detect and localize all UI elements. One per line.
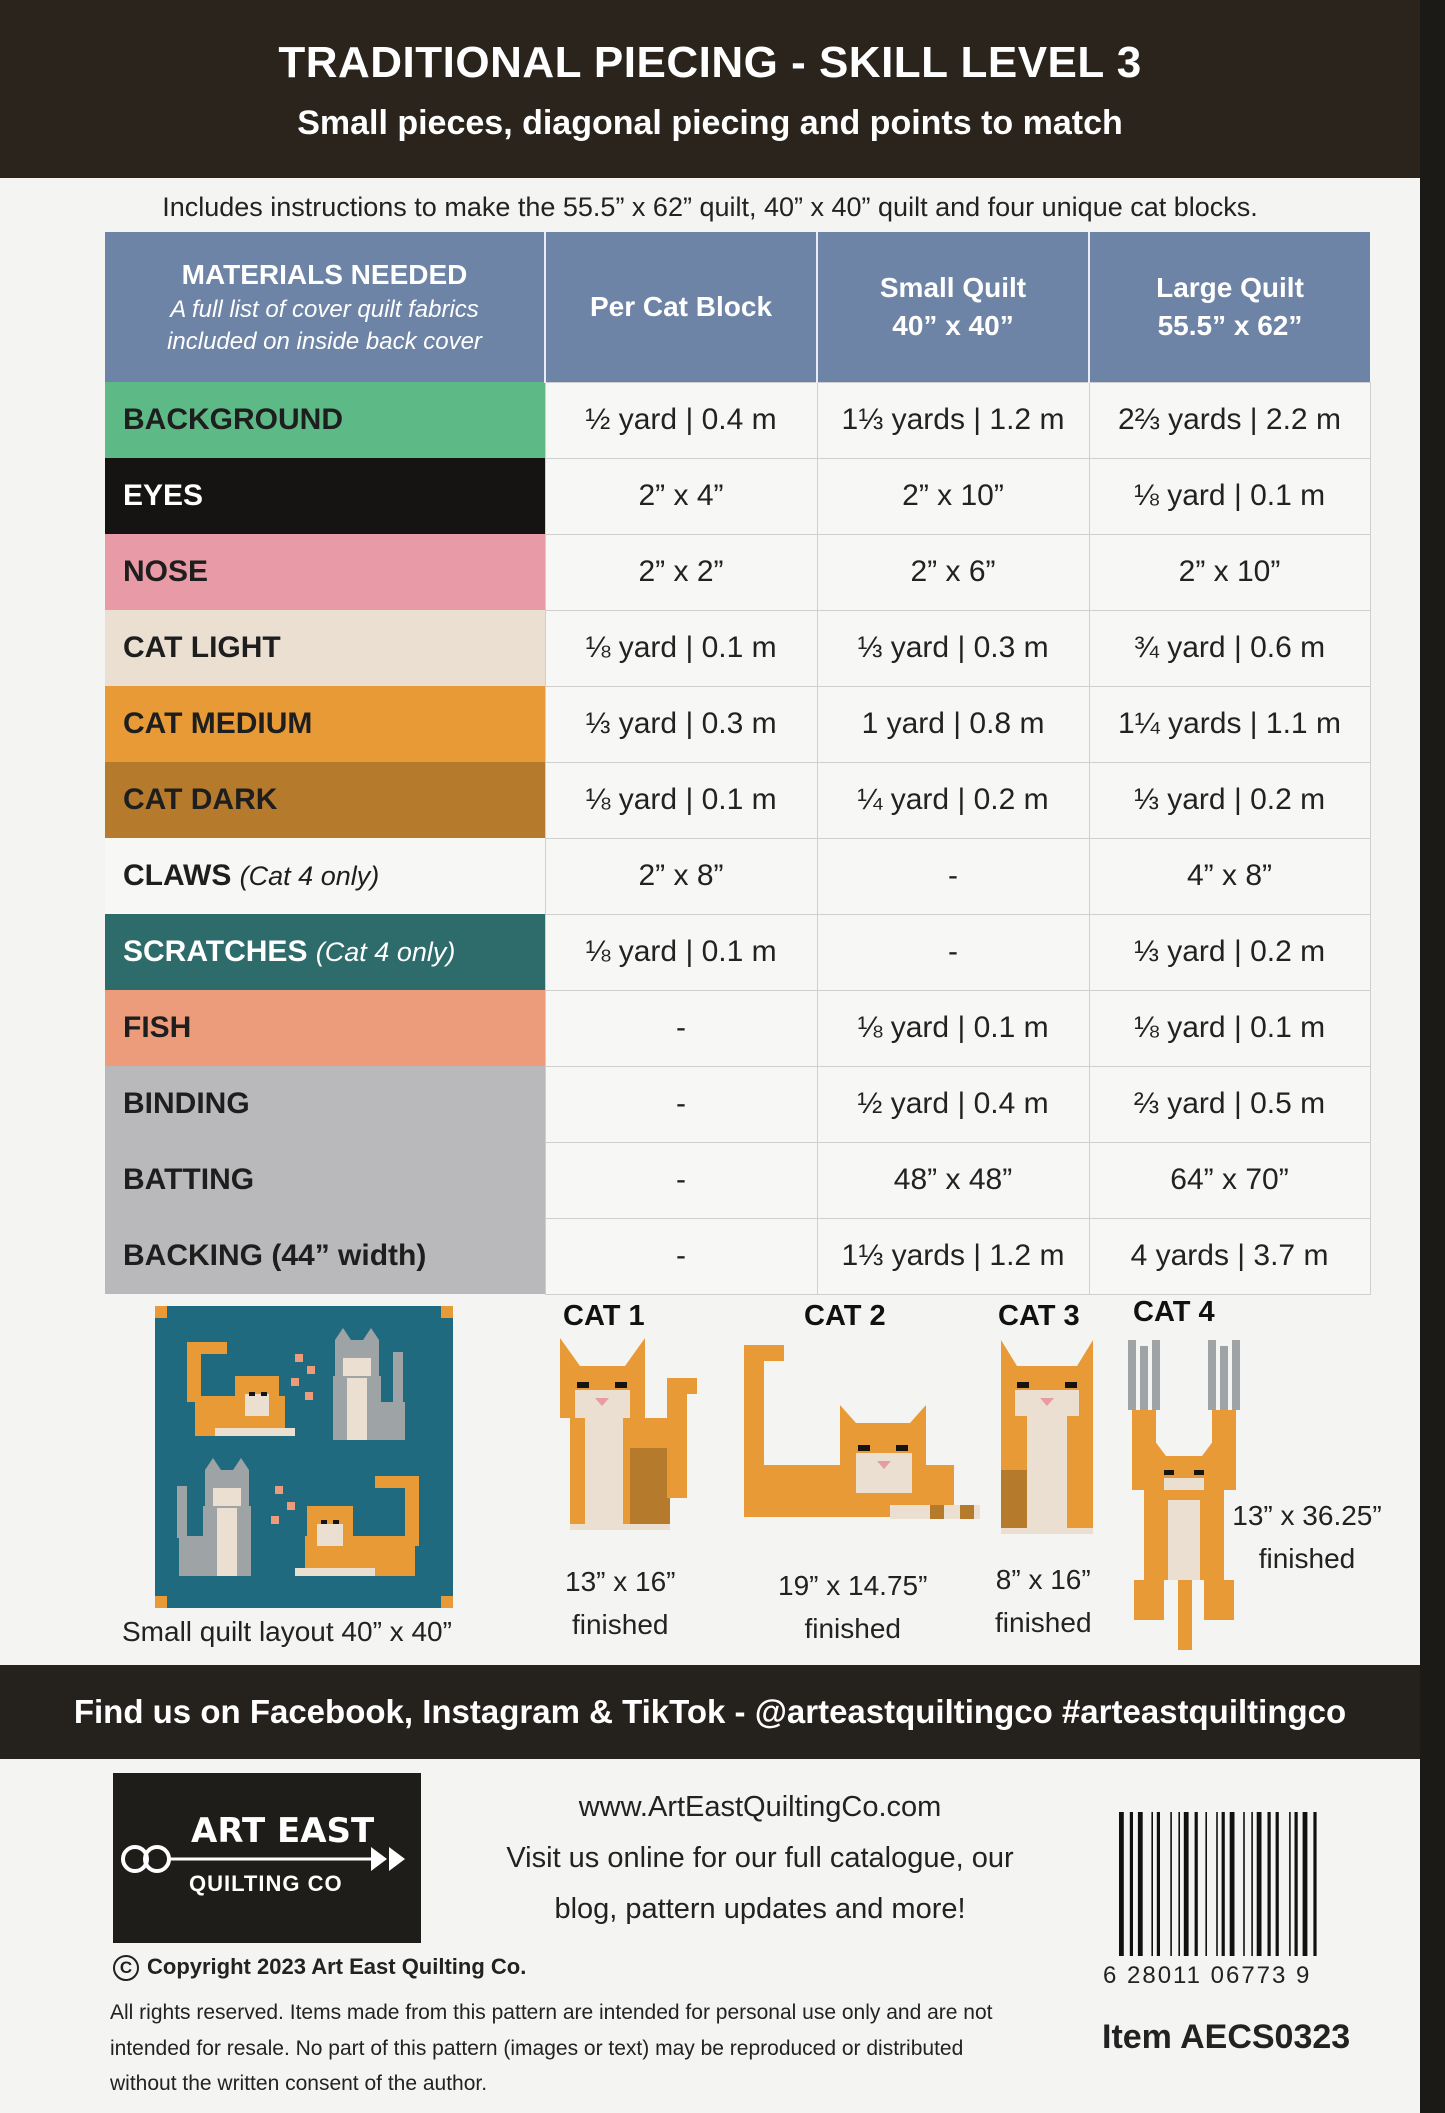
cat-4-scratches <box>1128 1340 1240 1416</box>
cell-small: - <box>817 914 1089 990</box>
materials-table <box>105 232 1371 1295</box>
cell-large: 64” x 70” <box>1089 1142 1370 1218</box>
barcode-bar <box>1222 1812 1225 1956</box>
cell-large: ⅔ yard | 0.5 m <box>1089 1066 1370 1142</box>
table-row <box>105 458 1370 534</box>
barcode-bar <box>1268 1812 1271 1956</box>
cat-4-size-value: 13” x 36.25” <box>1232 1500 1382 1531</box>
large-quilt-header-size: 55.5” x 62” <box>1157 309 1303 341</box>
materials-table-body <box>105 382 1370 1294</box>
barcode-bar <box>1184 1812 1189 1956</box>
material-name: CLAWS <box>123 859 232 892</box>
cell-large: ⅛ yard | 0.1 m <box>1089 990 1370 1066</box>
cat-3-title: CAT 3 <box>998 1300 1080 1332</box>
cell-large: ⅓ yard | 0.2 m <box>1089 762 1370 838</box>
barcode-bar <box>1289 1812 1291 1956</box>
social-text: Find us on Facebook, Instagram & TikTok - @arteastquiltingco #arteastquiltingco <box>73 1693 1347 1730</box>
website-line-2: blog, pattern updates and more! <box>554 1892 966 1925</box>
table-row <box>105 534 1370 610</box>
skill-subtitle: Small pieces, diagonal piecing and points to match <box>297 104 1123 142</box>
table-row <box>105 838 1370 914</box>
cell-small: 48” x 48” <box>817 1142 1089 1218</box>
cell-large: 4” x 8” <box>1089 838 1370 914</box>
table-row <box>105 1218 1370 1294</box>
materials-header <box>105 232 545 382</box>
website-block <box>480 1782 1040 1934</box>
cat-1-finished-label: finished <box>571 1609 669 1641</box>
cell-large: 2” x 10” <box>1089 534 1370 610</box>
material-name: EYES <box>123 479 204 512</box>
barcode-number: 6 28011 06773 9 <box>1103 1962 1312 1989</box>
cell-small: 2” x 6” <box>817 534 1089 610</box>
barcode-bar <box>1195 1812 1198 1956</box>
barcode-bar <box>1170 1812 1172 1956</box>
barcode-bar <box>1157 1812 1160 1956</box>
material-label <box>105 762 545 838</box>
material-label <box>105 914 545 990</box>
cat-2-image <box>740 1345 985 1535</box>
cat-1-image <box>555 1338 715 1538</box>
cat-2-size <box>778 1564 927 1651</box>
item-number: Item AECS0323 <box>1102 2018 1351 2056</box>
table-row <box>105 762 1370 838</box>
material-note: (Cat 4 only) <box>239 861 380 891</box>
barcode-bar <box>1230 1812 1235 1956</box>
rights-text: All rights reserved. Items made from this pattern are intended for personal use only and are not intended for resale. No part of this pattern (images or text) may be reproduced or distributed without the written consent of the author. <box>110 2001 993 2096</box>
table-header-row <box>105 232 1370 382</box>
cat-2-title: CAT 2 <box>804 1300 886 1332</box>
header-band <box>0 0 1420 178</box>
barcode-bar <box>1205 1812 1207 1956</box>
table-row <box>105 686 1370 762</box>
barcode-bar <box>1276 1812 1279 1956</box>
small-quilt-layout-image <box>155 1306 453 1608</box>
cat-2-size-value: 19” x 14.75” <box>778 1570 928 1601</box>
table-row <box>105 382 1370 458</box>
barcode-bar <box>1257 1812 1262 1956</box>
barcode-bar <box>1151 1812 1153 1956</box>
cell-small: 1⅓ yards | 1.2 m <box>817 382 1089 458</box>
cat-4-title: CAT 4 <box>1133 1296 1215 1328</box>
cell-small: - <box>817 838 1089 914</box>
material-note: (Cat 4 only) <box>315 937 456 967</box>
cell-large: 1¼ yards | 1.1 m <box>1089 686 1370 762</box>
logo-line-2: QUILTING CO <box>189 1871 343 1896</box>
cell-per-cat: ⅓ yard | 0.3 m <box>545 686 817 762</box>
material-label <box>105 990 545 1066</box>
material-label <box>105 686 545 762</box>
cat-2-finished-label: finished <box>804 1613 901 1645</box>
cat-4-finished-label: finished <box>1258 1543 1356 1575</box>
copyright-line <box>113 1954 526 1981</box>
barcode-bar <box>1130 1812 1133 1956</box>
cat-4-size <box>1222 1494 1392 1581</box>
cell-per-cat: 2” x 2” <box>545 534 817 610</box>
table-row <box>105 914 1370 990</box>
barcode-bar <box>1178 1812 1180 1956</box>
includes-text: Includes instructions to make the 55.5” x 62” quilt, 40” x 40” quilt and four unique cat blocks. <box>162 192 1258 222</box>
per-cat-header-label: Per Cat Block <box>589 290 773 322</box>
material-label <box>105 838 545 914</box>
cell-large: 2⅔ yards | 2.2 m <box>1089 382 1370 458</box>
cell-large: ¾ yard | 0.6 m <box>1089 610 1370 686</box>
table-row <box>105 610 1370 686</box>
barcode-bar <box>1303 1812 1308 1956</box>
cell-per-cat: ½ yard | 0.4 m <box>545 382 817 458</box>
cell-per-cat: ⅛ yard | 0.1 m <box>545 914 817 990</box>
material-name: CAT DARK <box>123 783 278 816</box>
barcode-bar <box>1216 1812 1218 1956</box>
material-name: FISH <box>123 1011 192 1044</box>
materials-header-note: A full list of cover quilt fabrics <box>170 295 479 323</box>
cat-3-size <box>995 1558 1092 1645</box>
copyright-icon: C <box>113 1955 139 1981</box>
cell-per-cat: - <box>545 1142 817 1218</box>
small-quilt-header-label: Small Quilt <box>879 271 1027 303</box>
barcode-bar <box>1138 1812 1143 1956</box>
small-quilt-header <box>817 232 1089 382</box>
cell-small: 1 yard | 0.8 m <box>817 686 1089 762</box>
large-quilt-header <box>1089 232 1370 382</box>
material-label <box>105 1142 545 1218</box>
art-east-logo <box>113 1773 421 1943</box>
material-label <box>105 458 545 534</box>
social-band <box>0 1665 1420 1759</box>
table-row <box>105 990 1370 1066</box>
materials-header-title: MATERIALS NEEDED <box>181 258 468 290</box>
table-row <box>105 1066 1370 1142</box>
material-label <box>105 1066 545 1142</box>
material-label <box>105 610 545 686</box>
material-name: CAT MEDIUM <box>123 707 313 740</box>
cell-per-cat: ⅛ yard | 0.1 m <box>545 762 817 838</box>
cell-per-cat: - <box>545 1218 817 1294</box>
table-row <box>105 1142 1370 1218</box>
barcode-bar <box>1251 1812 1253 1956</box>
material-name: BACKING (44” width) <box>123 1239 427 1272</box>
material-name: BINDING <box>123 1087 250 1120</box>
barcode-bar <box>1313 1812 1316 1956</box>
per-cat-header <box>545 232 817 382</box>
cell-large: ⅓ yard | 0.2 m <box>1089 914 1370 990</box>
barcode-bar <box>1295 1812 1298 1956</box>
material-name: SCRATCHES <box>123 935 308 968</box>
cell-large: 4 yards | 3.7 m <box>1089 1218 1370 1294</box>
website-line-1: Visit us online for our full catalogue, our <box>506 1841 1014 1874</box>
cell-small: 2” x 10” <box>817 458 1089 534</box>
barcode-bar <box>1243 1812 1245 1956</box>
material-label <box>105 534 545 610</box>
logo-line-1: ART EAST <box>191 1811 375 1851</box>
logo-graphic <box>113 1773 421 1943</box>
material-name: BATTING <box>123 1163 255 1196</box>
cat-1-title: CAT 1 <box>563 1300 645 1332</box>
cat-1-size-value: 13” x 16” <box>565 1566 676 1597</box>
material-label <box>105 1218 545 1294</box>
cell-per-cat: 2” x 8” <box>545 838 817 914</box>
cat-3-finished-label: finished <box>995 1607 1092 1639</box>
quilt-layout-caption: Small quilt layout 40” x 40” <box>122 1616 452 1647</box>
cell-per-cat: ⅛ yard | 0.1 m <box>545 610 817 686</box>
barcode-image <box>1115 1812 1355 1956</box>
cat-1-size <box>565 1560 676 1647</box>
cell-per-cat: - <box>545 1066 817 1142</box>
small-quilt-header-size: 40” x 40” <box>892 309 1014 341</box>
material-label <box>105 382 545 458</box>
cell-small: 1⅓ yards | 1.2 m <box>817 1218 1089 1294</box>
barcode-bar <box>1119 1812 1124 1956</box>
materials-header-note: included on inside back cover <box>167 327 482 355</box>
website-url[interactable]: www.ArtEastQuiltingCo.com <box>578 1791 942 1823</box>
cell-large: ⅛ yard | 0.1 m <box>1089 458 1370 534</box>
material-name: BACKGROUND <box>123 403 343 436</box>
copyright-text: Copyright 2023 Art East Quilting Co. <box>147 1954 527 1979</box>
skill-title: TRADITIONAL PIECING - SKILL LEVEL 3 <box>278 38 1142 87</box>
material-name: NOSE <box>123 555 209 588</box>
cell-per-cat: - <box>545 990 817 1066</box>
cat-3-size-value: 8” x 16” <box>995 1564 1091 1595</box>
cell-small: ⅛ yard | 0.1 m <box>817 990 1089 1066</box>
large-quilt-header-label: Large Quilt <box>1156 271 1304 303</box>
cell-small: ⅓ yard | 0.3 m <box>817 610 1089 686</box>
cell-small: ½ yard | 0.4 m <box>817 1066 1089 1142</box>
cell-small: ¼ yard | 0.2 m <box>817 762 1089 838</box>
material-name: CAT LIGHT <box>123 631 281 664</box>
cell-per-cat: 2” x 4” <box>545 458 817 534</box>
cat-3-image <box>997 1340 1097 1540</box>
